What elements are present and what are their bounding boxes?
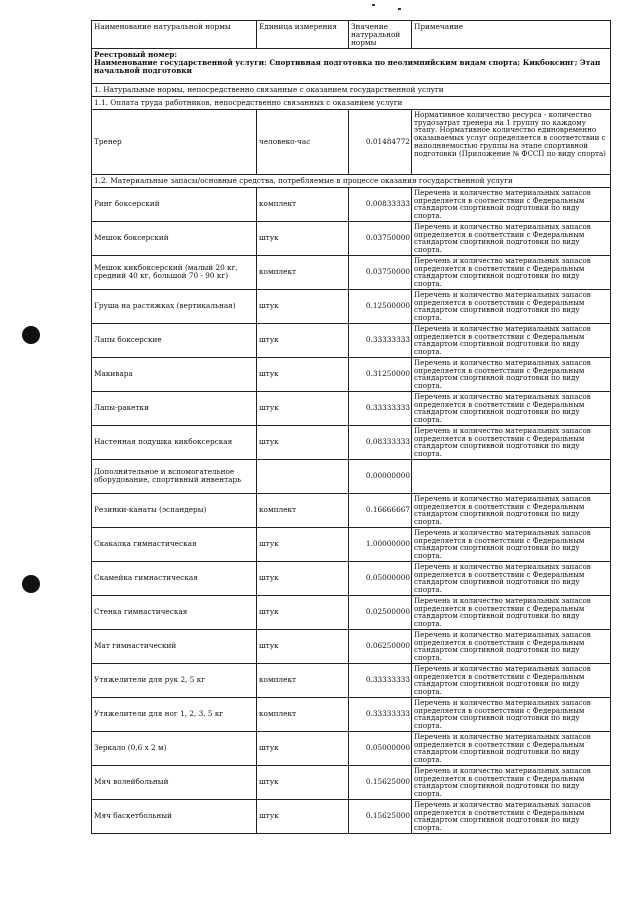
item-note: Перечень и количество материальных запасов определяется в соответствии с Федеральным стандартом спортивной подготовки по виду спорта. — [412, 629, 611, 663]
item-unit: комплект — [257, 187, 349, 221]
section-1-2-title: 1.2. Материальные запасы/основные средства, потребляемые в процессе оказания государственной услуги — [92, 174, 611, 187]
trainer-unit: человеко-час — [257, 109, 349, 174]
table-row — [92, 323, 611, 357]
item-value: 0.15625000 — [349, 799, 412, 833]
section-row — [92, 83, 611, 96]
item-name: Скамейка гимнастическая — [92, 561, 257, 595]
table-row — [92, 697, 611, 731]
item-note: Перечень и количество материальных запасов определяется в соответствии с Федеральным стандартом спортивной подготовки по виду спорта. — [412, 697, 611, 731]
item-unit: штук — [257, 595, 349, 629]
item-name: Зеркало (0,6 х 2 м) — [92, 731, 257, 765]
item-note: Перечень и количество материальных запасов определяется в соответствии с Федеральным стандартом спортивной подготовки по виду спорта. — [412, 493, 611, 527]
table-row — [92, 493, 611, 527]
punch-hole-top — [22, 326, 40, 344]
item-name: Ринг боксерский — [92, 187, 257, 221]
table-row — [92, 799, 611, 833]
item-note: Перечень и количество материальных запасов определяется в соответствии с Федеральным стандартом спортивной подготовки по виду спорта. — [412, 187, 611, 221]
table-row — [92, 187, 611, 221]
norms-table — [91, 20, 611, 834]
item-value: 0.33333333 — [349, 391, 412, 425]
item-name: Груша на растяжках (вертикальная) — [92, 289, 257, 323]
section-1-title: 1. Натуральные нормы, непосредственно связанные с оказанием государственной услуги — [92, 83, 611, 96]
item-note — [412, 459, 611, 493]
section-1-1-title: 1.1. Оплата труда работников, непосредственно связанных с оказанием услуги — [92, 96, 611, 109]
item-value: 0.33333333 — [349, 663, 412, 697]
trainer-row — [92, 109, 611, 174]
item-value: 0.08333333 — [349, 425, 412, 459]
col-header-name: Наименование натуральной нормы — [92, 21, 257, 49]
table-row — [92, 663, 611, 697]
item-value: 0.31250000 — [349, 357, 412, 391]
table-row — [92, 629, 611, 663]
registry-cell — [92, 48, 611, 83]
trainer-name: Тренер — [92, 109, 257, 174]
item-value: 1.00000000 — [349, 527, 412, 561]
col-header-unit: Единица измерения — [257, 21, 349, 49]
item-value: 0.06250000 — [349, 629, 412, 663]
table-row — [92, 459, 611, 493]
trainer-value: 0.01484772 — [349, 109, 412, 174]
item-name: Скакалка гимнастическая — [92, 527, 257, 561]
table-row — [92, 731, 611, 765]
item-name: Мат гимнастический — [92, 629, 257, 663]
item-note: Перечень и количество материальных запасов определяется в соответствии с Федеральным стандартом спортивной подготовки по виду спорта. — [412, 731, 611, 765]
item-unit: комплект — [257, 697, 349, 731]
col-header-note: Примечание — [412, 21, 611, 49]
item-unit: штук — [257, 561, 349, 595]
item-name: Мешок боксерский — [92, 221, 257, 255]
item-unit: штук — [257, 527, 349, 561]
item-note: Перечень и количество материальных запасов определяется в соответствии с Федеральным стандартом спортивной подготовки по виду спорта. — [412, 595, 611, 629]
registry-number: Реестровый номер: — [94, 49, 178, 59]
scan-speck — [372, 4, 375, 6]
item-note: Перечень и количество материальных запасов определяется в соответствии с Федеральным стандартом спортивной подготовки по виду спорта. — [412, 765, 611, 799]
item-value: 0.16666667 — [349, 493, 412, 527]
item-name: Мяч баскетбольный — [92, 799, 257, 833]
table-row — [92, 289, 611, 323]
registry-row — [92, 48, 611, 83]
item-name: Стенка гимнастическая — [92, 595, 257, 629]
table-row — [92, 255, 611, 289]
item-unit: штук — [257, 765, 349, 799]
item-unit: штук — [257, 799, 349, 833]
table-row — [92, 357, 611, 391]
item-unit: комплект — [257, 493, 349, 527]
item-note: Перечень и количество материальных запасов определяется в соответствии с Федеральным стандартом спортивной подготовки по виду спорта. — [412, 357, 611, 391]
item-name: Утяжелители для ног 1, 2, 3, 5 кг — [92, 697, 257, 731]
item-name: Резинки-канаты (эспандеры) — [92, 493, 257, 527]
item-name: Мяч волейбольный — [92, 765, 257, 799]
item-name: Макивара — [92, 357, 257, 391]
item-value: 0.00833333 — [349, 187, 412, 221]
item-value: 0.03750000 — [349, 255, 412, 289]
item-unit: штук — [257, 289, 349, 323]
item-value: 0.33333333 — [349, 697, 412, 731]
table-header-row — [92, 21, 611, 49]
item-unit: штук — [257, 357, 349, 391]
item-note: Перечень и количество материальных запасов определяется в соответствии с Федеральным стандартом спортивной подготовки по виду спорта. — [412, 663, 611, 697]
item-unit: штук — [257, 323, 349, 357]
item-unit: штук — [257, 221, 349, 255]
item-name: Дополнительное и вспомогательное оборудование, спортивный инвентарь — [92, 459, 257, 493]
table-row — [92, 221, 611, 255]
item-value: 0.02500000 — [349, 595, 412, 629]
item-value: 0.00000000 — [349, 459, 412, 493]
table-row — [92, 527, 611, 561]
item-name: Лапы боксерские — [92, 323, 257, 357]
scan-speck — [398, 8, 401, 10]
table-row — [92, 425, 611, 459]
item-unit: штук — [257, 391, 349, 425]
item-name: Лапы-ракетки — [92, 391, 257, 425]
item-note: Перечень и количество материальных запасов определяется в соответствии с Федеральным стандартом спортивной подготовки по виду спорта. — [412, 527, 611, 561]
subsection-row — [92, 96, 611, 109]
table-row — [92, 561, 611, 595]
item-value: 0.33333333 — [349, 323, 412, 357]
table-row — [92, 765, 611, 799]
item-note: Перечень и количество материальных запасов определяется в соответствии с Федеральным стандартом спортивной подготовки по виду спорта. — [412, 289, 611, 323]
item-unit: штук — [257, 629, 349, 663]
subsection-row — [92, 174, 611, 187]
item-unit: штук — [257, 425, 349, 459]
table-row — [92, 391, 611, 425]
item-unit: комплект — [257, 663, 349, 697]
table-row — [92, 595, 611, 629]
item-name: Мешок кикбоксерский (малый 20 кг, средний 40 кг, большой 70 - 90 кг) — [92, 255, 257, 289]
item-note: Перечень и количество материальных запасов определяется в соответствии с Федеральным стандартом спортивной подготовки по виду спорта. — [412, 255, 611, 289]
item-value: 0.03750000 — [349, 221, 412, 255]
item-value: 0.15625000 — [349, 765, 412, 799]
item-name: Настенная подушка кикбоксерская — [92, 425, 257, 459]
item-note: Перечень и количество материальных запасов определяется в соответствии с Федеральным стандартом спортивной подготовки по виду спорта. — [412, 221, 611, 255]
col-header-value: Значение натуральной нормы — [349, 21, 412, 49]
item-note: Перечень и количество материальных запасов определяется в соответствии с Федеральным стандартом спортивной подготовки по виду спорта. — [412, 425, 611, 459]
trainer-note: Нормативное количество ресурса - количество трудозатрат тренера на 1 группу по каждому этапу. Нормативное количество единовременно оказываемых услуг определяется в соответствии с наполняемостью группы на этапе спортивной подготовки (Приложение № ФССП по виду спорта) — [412, 109, 611, 174]
item-value: 0.05000000 — [349, 731, 412, 765]
item-note: Перечень и количество материальных запасов определяется в соответствии с Федеральным стандартом спортивной подготовки по виду спорта. — [412, 323, 611, 357]
punch-hole-bottom — [22, 575, 40, 593]
item-unit: комплект — [257, 255, 349, 289]
item-name: Утяжелители для рук 2, 5 кг — [92, 663, 257, 697]
item-note: Перечень и количество материальных запасов определяется в соответствии с Федеральным стандартом спортивной подготовки по виду спорта. — [412, 561, 611, 595]
item-unit — [257, 459, 349, 493]
item-note: Перечень и количество материальных запасов определяется в соответствии с Федеральным стандартом спортивной подготовки по виду спорта. — [412, 799, 611, 833]
item-unit: штук — [257, 731, 349, 765]
item-note: Перечень и количество материальных запасов определяется в соответствии с Федеральным стандартом спортивной подготовки по виду спорта. — [412, 391, 611, 425]
item-value: 0.12500000 — [349, 289, 412, 323]
service-name: Наименование государственной услуги: Спортивная подготовка по неолимпийским видам спорта; Кикбоксинг; Этап начальной подготовки — [94, 57, 601, 76]
item-value: 0.05000000 — [349, 561, 412, 595]
